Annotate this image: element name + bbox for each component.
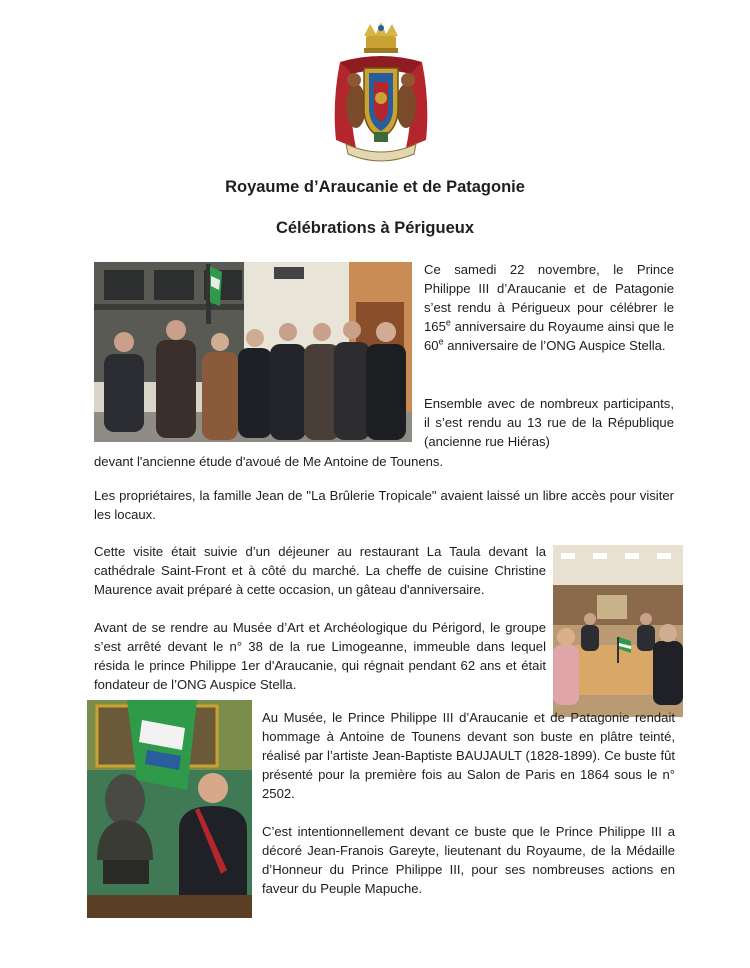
paragraph-owners: Les propriétaires, la famille Jean de "La Brûlerie Tropicale" avaient laissé un libre accès pour visiter les locaux. bbox=[94, 488, 674, 523]
paragraph-visit-continued: devant l'ancienne étude d'avoué de Me Antoine de Tounens. bbox=[94, 454, 444, 469]
paragraph-museum-tribute: Au Musée, le Prince Philippe III d’Araucanie et de Patagonie rendait hommage à Antoine de Tounens devant son buste en plâtre teinté, réalisé par l’artiste Jean-Baptiste BAUJAULT (1828-1899). Ce buste fût présenté pour la première fois au Salon de Paris en 1864 sous le n° 2502. bbox=[262, 710, 675, 802]
paragraph-lunch: Cette visite était suivie d’un déjeuner au restaurant La Taula devant la cathédrale Saint-Front et à côté du marché. La cheffe de cuisine Christine Maurence avait préparé à cette occasion, un gâteau d'anniversaire. bbox=[94, 544, 546, 598]
paragraph-visit: Ensemble avec de nombreux participants, il s’est rendu au 13 rue de la République (ancienne rue Hiéras) bbox=[424, 396, 674, 450]
page-title: Royaume d’Araucanie et de Patagonie bbox=[225, 178, 525, 196]
coat-of-arms-icon bbox=[330, 22, 432, 164]
paragraph-medal: C’est intentionnellement devant ce buste que le Prince Philippe III a décoré Jean-Franois Gareyte, lieutenant du Royaume, de la Médaille d’Honneur du Prince Philippe III, pour ses nombreuses actions en faveur du Peuple Mapuche. bbox=[262, 824, 675, 897]
paragraph-museum-route: Avant de se rendre au Musée d’Art et Archéologique du Périgord, le groupe s’est arrêté devant le n° 38 de la rue Limogeanne, immeuble dans lequel résida le prince Philippe 1er d'Araucanie, qui régnait pendant 62 ans et était fondateur de l’ONG Auspice Stella. bbox=[94, 620, 546, 693]
page-subtitle: Célébrations à Périgueux bbox=[275, 219, 475, 237]
paragraph-intro: Ce samedi 22 novembre, le Prince Philippe III d’Araucanie et de Patagonie s’est rendu à Périgueux pour célébrer le 165e anniversaire du Royaume ainsi que le 60e anniversaire de l’ONG Auspice Stella. bbox=[424, 262, 674, 354]
group-photo-street bbox=[94, 262, 412, 442]
museum-bust-photo bbox=[87, 700, 252, 918]
restaurant-lunch-photo bbox=[553, 545, 683, 717]
